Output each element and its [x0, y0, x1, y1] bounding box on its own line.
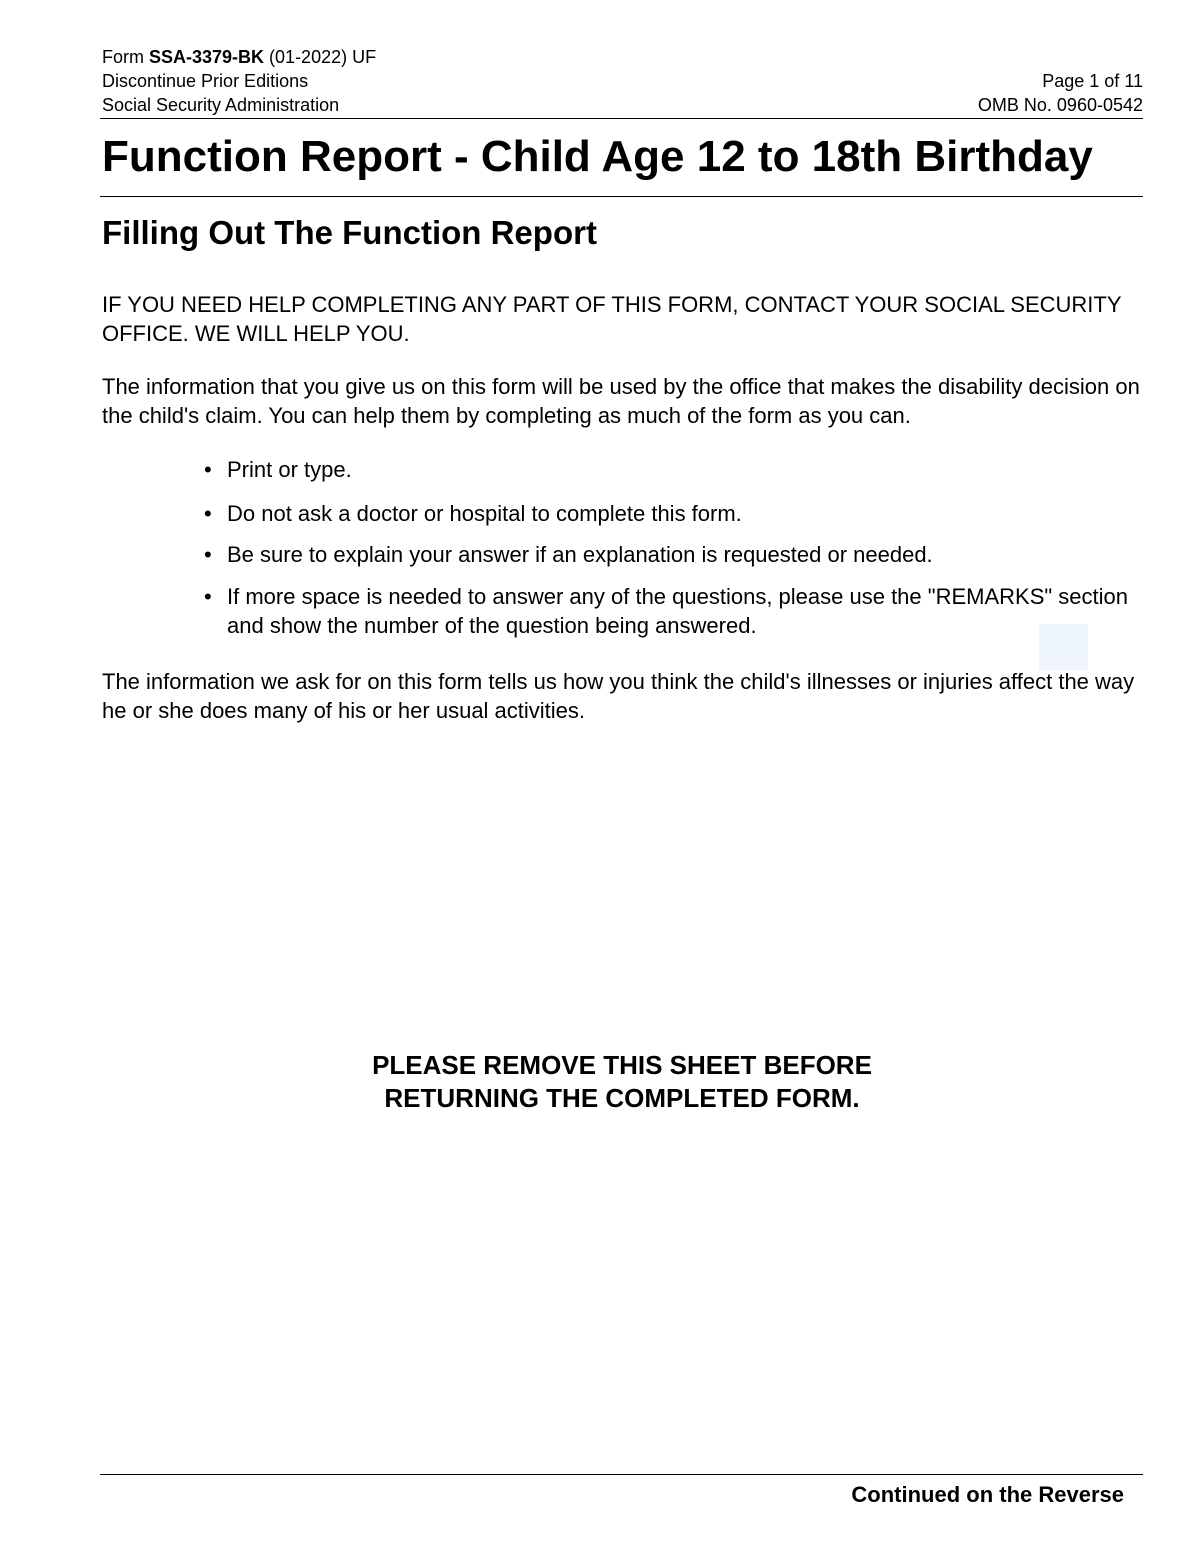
list-item — [204, 540, 1134, 569]
list-item-text: Print or type. — [227, 457, 352, 482]
info-paragraph: The information that you give us on this form will be used by the office that makes the disability decision on the child's claim. You can help them by completing as much of the form as you can. — [102, 374, 1140, 428]
page-number: Page 1 of 11 — [1042, 71, 1143, 91]
list-item-text: Do not ask a doctor or hospital to complete this form. — [227, 501, 742, 526]
section-heading: Filling Out The Function Report — [102, 214, 597, 251]
form-header-right — [978, 69, 1143, 117]
discontinue-note: Discontinue Prior Editions — [102, 71, 309, 91]
form-header-left — [102, 45, 376, 117]
final-paragraph: The information we ask for on this form tells us how you think the child's illnesses or injuries affect the way he or she does many of his or her usual activities. — [102, 669, 1135, 723]
title-divider — [100, 196, 1143, 197]
form-prefix: Form — [102, 47, 149, 67]
bullet-icon: • — [204, 542, 212, 567]
list-item — [204, 499, 1134, 528]
agency-name: Social Security Administration — [102, 95, 340, 115]
form-number: SSA-3379-BK — [149, 47, 265, 67]
bullet-icon: • — [204, 501, 212, 526]
remove-sheet-notice — [0, 1049, 1200, 1115]
list-item — [204, 582, 1134, 640]
page-title: Function Report - Child Age 12 to 18th Birthday — [102, 132, 1093, 181]
bullet-icon: • — [204, 457, 212, 482]
list-item-text: Be sure to explain your answer if an explanation is requested or needed. — [227, 542, 933, 567]
form-field-highlight[interactable] — [1039, 624, 1088, 670]
form-edition: (01-2022) UF — [264, 47, 377, 67]
form-identifier — [102, 45, 376, 69]
notice-line-2: RETURNING THE COMPLETED FORM. — [384, 1083, 860, 1113]
bullet-icon: • — [204, 584, 212, 609]
list-item — [204, 455, 1134, 484]
omb-number: OMB No. 0960-0542 — [977, 95, 1143, 115]
help-paragraph: IF YOU NEED HELP COMPLETING ANY PART OF THIS FORM, CONTACT YOUR SOCIAL SECURITY OFFICE. WE WILL HELP YOU. — [102, 292, 1122, 346]
notice-line-1: PLEASE REMOVE THIS SHEET BEFORE — [372, 1050, 872, 1080]
footer-divider — [100, 1474, 1143, 1475]
continued-note: Continued on the Reverse — [851, 1482, 1124, 1507]
instruction-list — [204, 455, 1134, 640]
list-item-text: If more space is needed to answer any of the questions, please use the "REMARKS" section and show the number of the question being answered. — [227, 584, 1129, 638]
header-divider — [100, 118, 1143, 119]
